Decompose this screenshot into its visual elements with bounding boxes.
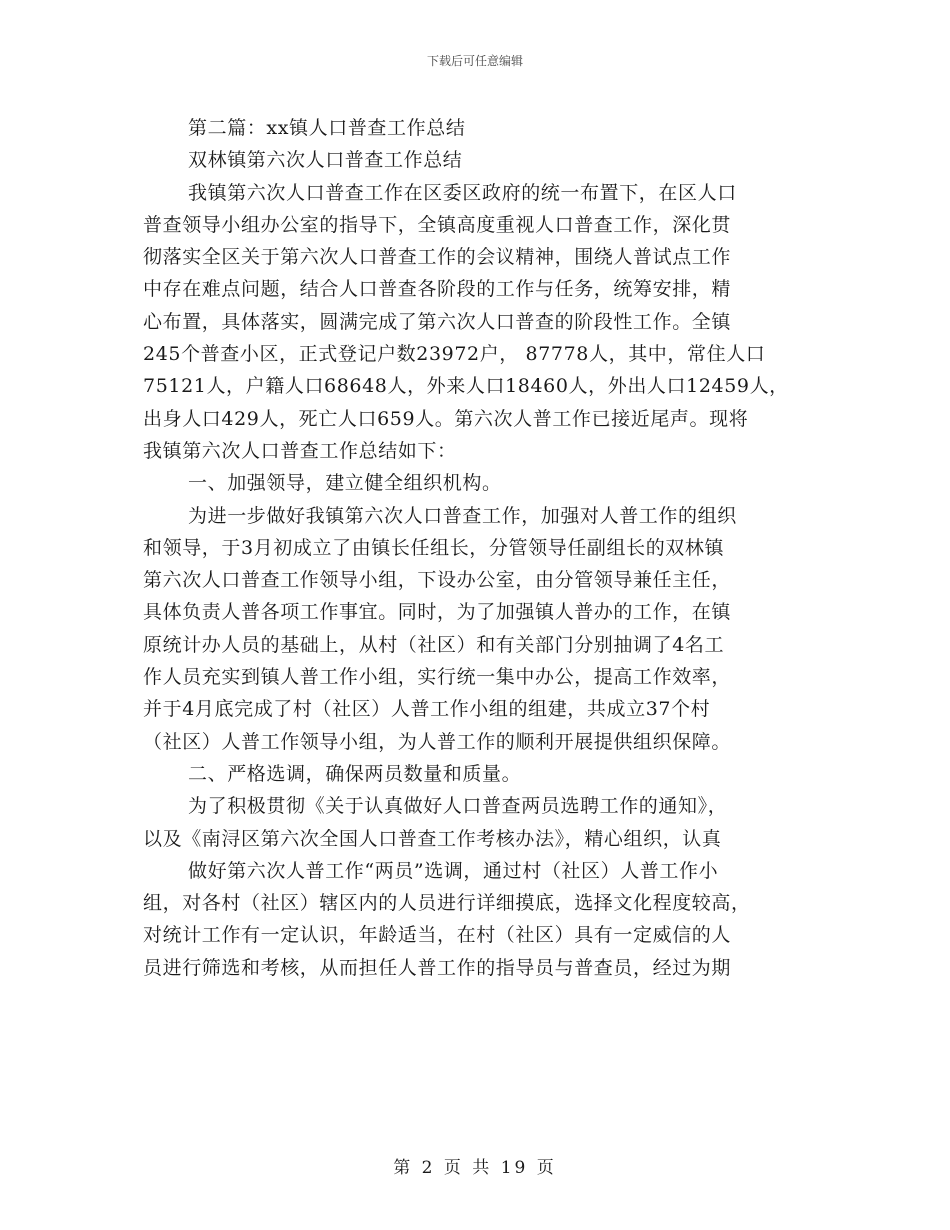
text-line: 做好第六次人普工作“两员”选调，通过村（社区）人普工作小 [188,859,719,882]
text-line: 彻落实全区关于第六次人口普查工作的会议精神，围绕人普试点工作 [143,246,732,269]
text-line: 中存在难点问题，结合人口普查各阶段的工作与任务，统筹安排，精 [143,278,732,301]
text-line: 第二篇：xx镇人口普查工作总结 [188,117,466,139]
text-line: 75121人，户籍人口68648人，外来人口18460人，外出人口12459人， [143,375,789,398]
text-line: 心布置，具体落实，圆满完成了第六次人口普查的阶段性工作。全镇 [143,310,732,333]
text-line: 组，对各村（社区）辖区内的人员进行详细摸底，选择文化程度较高， [143,892,751,915]
document-body [143,112,823,984]
text-line: 具体负责人普各项工作事宜。同时，为了加强镇人普办的工作，在镇 [143,601,732,624]
page-header: 下载后可任意编辑 [426,54,523,68]
text-line: 一、加强领导，建立健全组织机构。 [188,472,502,495]
text-line: 为了积极贯彻《关于认真做好人口普查两员选聘工作的通知》， [188,795,728,818]
text-line: 普查领导小组办公室的指导下，全镇高度重视人口普查工作，深化贯 [143,213,732,236]
text-line: 二、严格选调，确保两员数量和质量。 [188,762,522,785]
text-line: 出身人口429人，死亡人口659人。第六次人普工作已接近尾声。现将 [143,407,749,430]
page-footer: 第 2 页 共 19 页 [393,1158,557,1178]
text-line: 原统计办人员的基础上，从村（社区）和有关部门分别抽调了4名工 [143,633,725,656]
text-line: 并于4月底完成了村（社区）人普工作小组的组建，共成立37个村 [143,698,711,721]
text-line: 第六次人口普查工作领导小组，下设办公室，由分管领导兼任主任， [143,569,732,592]
text-line: 对统计工作有一定认识，年龄适当，在村（社区）具有一定威信的人 [143,924,732,947]
text-line: 和领导，于3月初成立了由镇长任组长，分管领导任副组长的双林镇 [143,536,725,559]
text-line: 作人员充实到镇人普工作小组，实行统一集中办公，提高工作效率， [143,666,732,689]
text-line: 245个普查小区，正式登记户数23972户， 87778人，其中，常住人口 [143,343,766,366]
text-line: 为进一步做好我镇第六次人口普查工作，加强对人普工作的组织 [188,504,737,527]
text-line: 员进行筛选和考核，从而担任人普工作的指导员与普查员，经过为期 [143,956,732,979]
text-line: （社区）人普工作领导小组，为人普工作的顺利开展提供组织保障。 [143,730,732,753]
text-line: 我镇第六次人口普查工作总结如下： [143,439,457,462]
text-line: 以及《南浔区第六次全国人口普查工作考核办法》，精心组织，认真 [143,827,722,850]
text-line: 我镇第六次人口普查工作在区委区政府的统一布置下，在区人口 [188,181,737,204]
text-line: 双林镇第六次人口普查工作总结 [188,149,463,172]
